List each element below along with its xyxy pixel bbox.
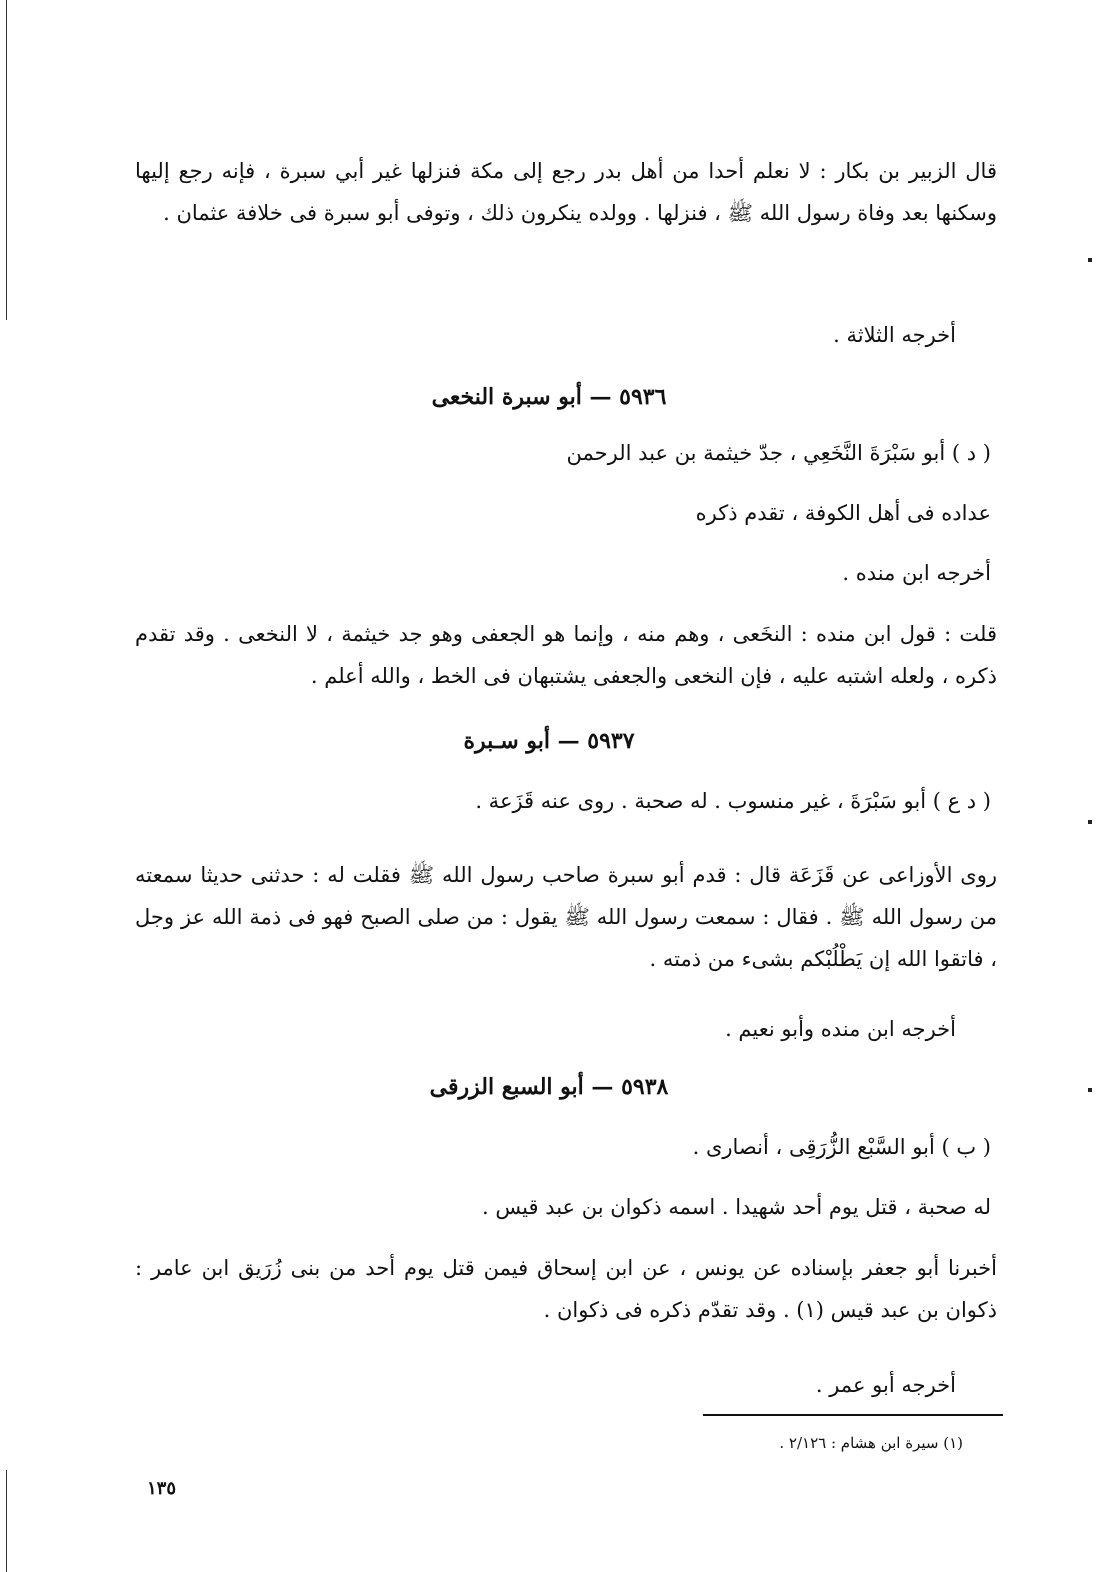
- entry-5938-line-3: أخرجه أبو عمر .: [815, 1373, 956, 1397]
- paragraph-zubayr: قال الزبير بن بكار : لا نعلم أحدا من أهل بدر رجع إلى مكة فنزلها غير أبي سبرة ، فإنه رجع إليها وسكنها بعد وفاة رسول الله ﷺ ، فنزلها . وولده ينكرون ذلك ، وتوفى أبو سبرة فى خلافة عثمان .: [135, 159, 997, 225]
- footnote-rule: [703, 1414, 1003, 1416]
- footnote: (١) سيرة ابن هشام : ٢/١٢٦ .: [779, 1434, 963, 1452]
- entry-5936-line-1: ( د ) أبو سَبْرَةَ النَّخَعِي ، جدّ خيثمة بن عبد الرحمن: [566, 441, 991, 465]
- entry-heading-5938: ٥٩٣٨ — أبو السبع الزرقى: [429, 1074, 669, 1100]
- entry-5936-line-2: عداده فى أهل الكوفة ، تقدم ذكره: [695, 501, 991, 525]
- entry-5936-line-3: أخرجه ابن منده .: [842, 561, 991, 585]
- paragraph-awzai: روى الأوزاعى عن قَزَعَة قال : قدم أبو سبرة صاحب رسول الله ﷺ فقلت له : حدثنى حديثا سمعته من رسول الله ﷺ . فقال : سمعت رسول الله ﷺ يقول : من صلى الصبح فهو فى ذمة الله عز وجل ، فاتقوا الله إن يَطْلُبْكم بشىء من ذمته .: [135, 863, 997, 971]
- entry-5937-line-2: أخرجه ابن منده وأبو نعيم .: [725, 1017, 956, 1041]
- entry-heading-5936: ٥٩٣٦ — أبو سبرة النخعى: [431, 384, 667, 410]
- page-number: ١٣٥: [147, 1478, 177, 1499]
- entry-5938-line-1: ( ب ) أبو السَّبْع الزُّرَقِى ، أنصارى .: [692, 1135, 991, 1159]
- scan-dot: [1088, 258, 1092, 262]
- paragraph-abu-jafar: أخبرنا أبو جعفر بإسناده عن يونس ، عن ابن إسحاق فيمن قتل يوم أحد من بنى زُرَيق ابن عامر : ذكوان بن عبد قيس (١) . وقد تقدّم ذكره فى ذكوان .: [135, 1256, 997, 1322]
- scan-dot: [1088, 820, 1092, 824]
- entry-heading-5937: ٥٩٣٧ — أبو سـبرة: [463, 728, 635, 754]
- entry-5937-line-1: ( د ع ) أبو سَبْرَةَ ، غير منسوب . له صحبة . روى عنه قَزَعة .: [475, 789, 991, 813]
- entry-5938-line-2: له صحبة ، قتل يوم أحد شهيدا . اسمه ذكوان بن عبد قيس .: [482, 1195, 991, 1219]
- paragraph-qultu: قلت : قول ابن منده : النخَعى ، وهم منه ، وإنما هو الجعفى وهو جد خيثمة ، لا النخعى . وقد تقدم ذكره ، ولعله اشتبه عليه ، فإن النخعى والجعفى يشتبهان فى الخط ، والله أعلم .: [135, 622, 997, 688]
- scan-edge-line-bottom: [6, 1470, 7, 1572]
- scan-edge-line: [6, 0, 7, 320]
- line-akhrajahu-thalatha: أخرجه الثلاثة .: [833, 323, 956, 347]
